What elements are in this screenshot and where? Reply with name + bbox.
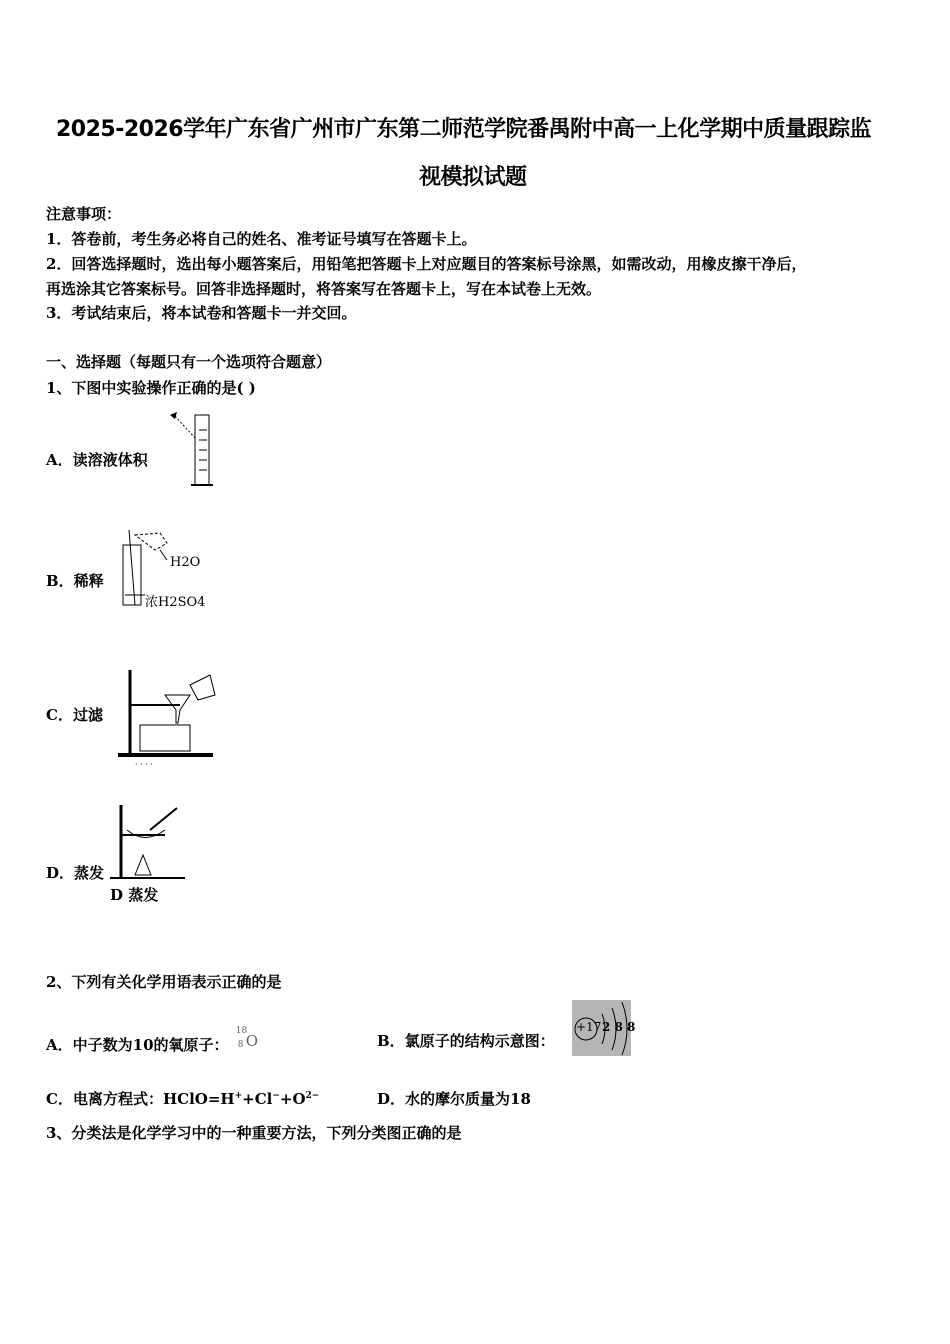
chlorine-structure-diagram: +17 2 8 8 xyxy=(572,1000,631,1056)
oxygen-isotope-notation: 18 8 O xyxy=(235,1026,259,1050)
q1-option-d: D．蒸发 xyxy=(46,864,105,882)
q2-option-c: C．电离方程式：$HClO=H^++Cl^-+O^{2-}$ xyxy=(46,1090,320,1108)
section-heading: 一、选择题（每题只有一个选项符合题意） xyxy=(46,353,332,371)
acid-label: 浓H2SO4 xyxy=(145,595,206,610)
question-3-stem: 3、分类法是化学学习中的一种重要方法，下列分类图正确的是 xyxy=(46,1124,462,1142)
q2-option-d: D．水的摩尔质量为18 xyxy=(377,1090,531,1108)
filtration-figure xyxy=(110,665,225,770)
evaporation-caption: D 蒸发 xyxy=(110,886,159,904)
q2-option-b: B．氯原子的结构示意图： xyxy=(377,1032,555,1050)
notice-heading: 注意事项： xyxy=(46,205,122,223)
svg-text:· · · ·: · · · · xyxy=(135,760,153,769)
notice-item: 再选涂其它答案标号。回答非选择题时，将答案写在答题卡上，写在本试卷上无效。 xyxy=(46,280,602,298)
h2o-label: H2O xyxy=(170,555,201,570)
notice-item: 2．回答选择题时，选出每小题答案后，用铅笔把答题卡上对应题目的答案标号涂黑，如需改动，用橡皮擦干净后， xyxy=(46,255,807,273)
notice-item: 1．答卷前，考生务必将自己的姓名、准考证号填写在答题卡上。 xyxy=(46,230,477,248)
cylinder-reading-figure xyxy=(165,410,225,490)
q1-option-c: C．过滤 xyxy=(46,706,103,724)
question-1-stem: 1、下图中实验操作正确的是( ) xyxy=(46,379,256,397)
title-line1: 2025-2026学年广东省广州市广东第二师范学院番禺附中高一上化学期中质量跟踪监 xyxy=(56,117,872,142)
q1-option-b: B．稀释 xyxy=(46,572,104,590)
dilution-figure xyxy=(115,525,215,615)
q2-option-a: A．中子数为10的氧原子： 18 8 O xyxy=(46,1026,259,1054)
q1-option-a: A．读溶液体积 xyxy=(46,451,148,469)
notice-item: 3．考试结束后，将本试卷和答题卡一并交回。 xyxy=(46,304,357,322)
question-2-stem: 2、下列有关化学用语表示正确的是 xyxy=(46,973,282,991)
evaporation-figure xyxy=(105,800,195,910)
title-line2: 视模拟试题 xyxy=(419,165,527,190)
